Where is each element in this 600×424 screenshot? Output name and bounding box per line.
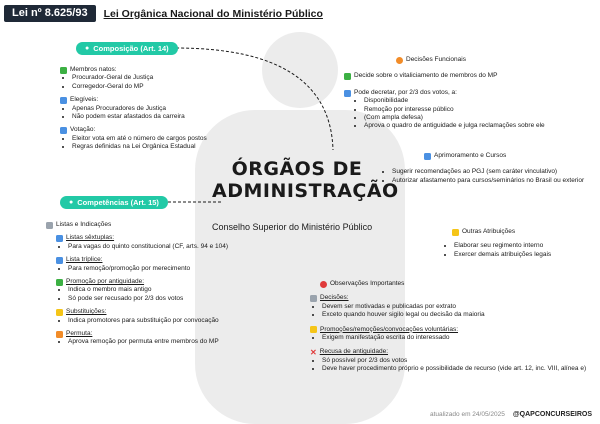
gear-icon (396, 57, 403, 64)
vitaliciamento: Decide sobre o vitaliciamento de membros do MP (344, 72, 594, 80)
header (4, 6, 323, 21)
antiguidade-title: Promoção por antiguidade: (56, 278, 276, 286)
list-item: • Eleitor vota em até o número de cargos postos (72, 135, 240, 143)
list-item: • Deve haver procedimento próprio e possibilidade de recurso (vide art. 12, inc. VIII, alínea e) (322, 365, 596, 373)
sextuplas-list (56, 243, 276, 251)
list-item: • Exigem manifestação escrita do interessado (322, 334, 596, 342)
center-title (212, 158, 399, 202)
list-item: • Corregedor-Geral do MP (72, 83, 240, 91)
listas-title: Listas e Indicações (46, 221, 276, 229)
aprimoramento-list (380, 168, 594, 185)
permuta-title: Permuta: (56, 330, 276, 338)
list-item: • Apenas Procuradores de Justiça (72, 105, 240, 113)
cross-icon: ✕ (310, 348, 317, 358)
outras-list (442, 242, 594, 259)
decisoes-list (310, 303, 596, 320)
document-icon (310, 295, 317, 302)
list-item: • Remoção por interesse público (364, 106, 594, 114)
observacoes-section (310, 280, 596, 374)
law-badge: Lei nº 8.625/93 (4, 5, 96, 22)
outras-title: Outras Atribuições (452, 228, 594, 236)
competencias-pill: ● Competências (Art. 15) (60, 196, 168, 209)
composicao-section (60, 66, 240, 152)
sextuplas-title: Listas sêxtuplas: (56, 234, 276, 242)
updated-date: atualizado em 24/05/2025 (430, 411, 505, 418)
pin-icon: ● (69, 199, 74, 206)
triplice-title: Lista tríplice: (56, 256, 276, 264)
votacao-list (60, 135, 240, 152)
list-item: • Só pode ser recusado por 2/3 dos votos (68, 295, 276, 303)
list-item: • Disponibilidade (364, 97, 594, 105)
blue-square-icon (56, 257, 63, 264)
composicao-pill: ● Composição (Art. 14) (76, 42, 178, 55)
list-item: • Devem ser motivadas e publicadas por extrato (322, 303, 596, 311)
brand-handle: @QAPCONCURSEIROS (512, 411, 592, 418)
list-item: • Exceto quando houver sigilo legal ou decisão da maioria (322, 311, 596, 319)
antiguidade-list (56, 286, 276, 303)
list-item: • Procurador-Geral de Justiça (72, 74, 240, 82)
recusa-list (310, 357, 596, 374)
pin-icon: ● (85, 45, 90, 52)
check-icon (344, 73, 351, 80)
aprimoramento-section (380, 152, 594, 185)
elegiveis-list (60, 105, 240, 122)
law-title: Lei Orgânica Nacional do Ministério Público (103, 7, 323, 20)
yellow-square-icon (56, 309, 63, 316)
orange-square-icon (56, 331, 63, 338)
blue-square-icon (56, 235, 63, 242)
list-item: • (Com ampla defesa) (364, 114, 594, 122)
pin-icon (320, 281, 327, 288)
substituicoes-list (56, 317, 276, 325)
document-icon (46, 222, 53, 229)
people-icon (60, 97, 67, 104)
list-item: • Sugerir recomendações ao PGJ (sem caráter vinculativo) (392, 168, 594, 176)
list-item: • Aprova remoção por permuta entre membros do MP (68, 338, 276, 346)
membros-list (60, 74, 240, 91)
list-item: • Elaborar seu regimento interno (454, 242, 594, 250)
funcionais-section (344, 56, 594, 131)
votacao-title: Votação: (60, 126, 240, 134)
outras-section (442, 228, 594, 259)
recusa-title: ✕ Recusa de antiguidade: (310, 348, 389, 358)
memo-icon (310, 326, 317, 333)
list-item: • Autorizar afastamento para cursos/seminários no Brasil ou exterior (392, 177, 594, 185)
refresh-icon (344, 90, 351, 97)
decretar-title: Pode decretar, por 2/3 dos votos, a: (344, 89, 594, 97)
footer (430, 411, 592, 418)
observacoes-title: Observações Importantes (320, 280, 596, 288)
books-icon (424, 153, 431, 160)
list-item: • Não podem estar afastados da carreira (72, 113, 240, 121)
title-line-2: ADMINISTRAÇÃO (212, 180, 399, 202)
competencias-section (46, 221, 276, 347)
decisoes-title: Decisões: (310, 294, 596, 302)
list-item: • Regras definidas na Lei Orgânica Estadual (72, 143, 240, 151)
list-item: • Exercer demais atribuições legais (454, 251, 594, 259)
pencil-icon (452, 229, 459, 236)
voluntarias-list (310, 334, 596, 342)
list-item: • Indica promotores para substituição por convocação (68, 317, 276, 325)
green-square-icon (56, 279, 63, 286)
membros-title: Membros natos: (60, 66, 240, 74)
decretar-list (344, 97, 594, 131)
permuta-list (56, 338, 276, 346)
check-icon (60, 67, 67, 74)
aprimoramento-title: Aprimoramento e Cursos (424, 152, 594, 160)
list-item: • Para vagas do quinto constitucional (CF, arts. 94 e 104) (68, 243, 276, 251)
funcionais-title: Decisões Funcionais (396, 56, 594, 64)
triplice-list (56, 265, 276, 273)
ballot-icon (60, 127, 67, 134)
voluntarias-title: Promoções/remoções/convocações voluntárias: (310, 326, 596, 334)
list-item: • Só possível por 2/3 dos votos (322, 357, 596, 365)
subtitle: Conselho Superior do Ministério Público (212, 222, 373, 232)
title-line-1: ÓRGÃOS DE (231, 158, 363, 180)
substituicoes-title: Substituições: (56, 308, 276, 316)
list-item: • Para remoção/promoção por merecimento (68, 265, 276, 273)
list-item: • Indica o membro mais antigo (68, 286, 276, 294)
elegiveis-title: Elegíveis: (60, 96, 240, 104)
list-item: • Aprova o quadro de antiguidade e julga reclamações sobre ele (364, 122, 594, 130)
